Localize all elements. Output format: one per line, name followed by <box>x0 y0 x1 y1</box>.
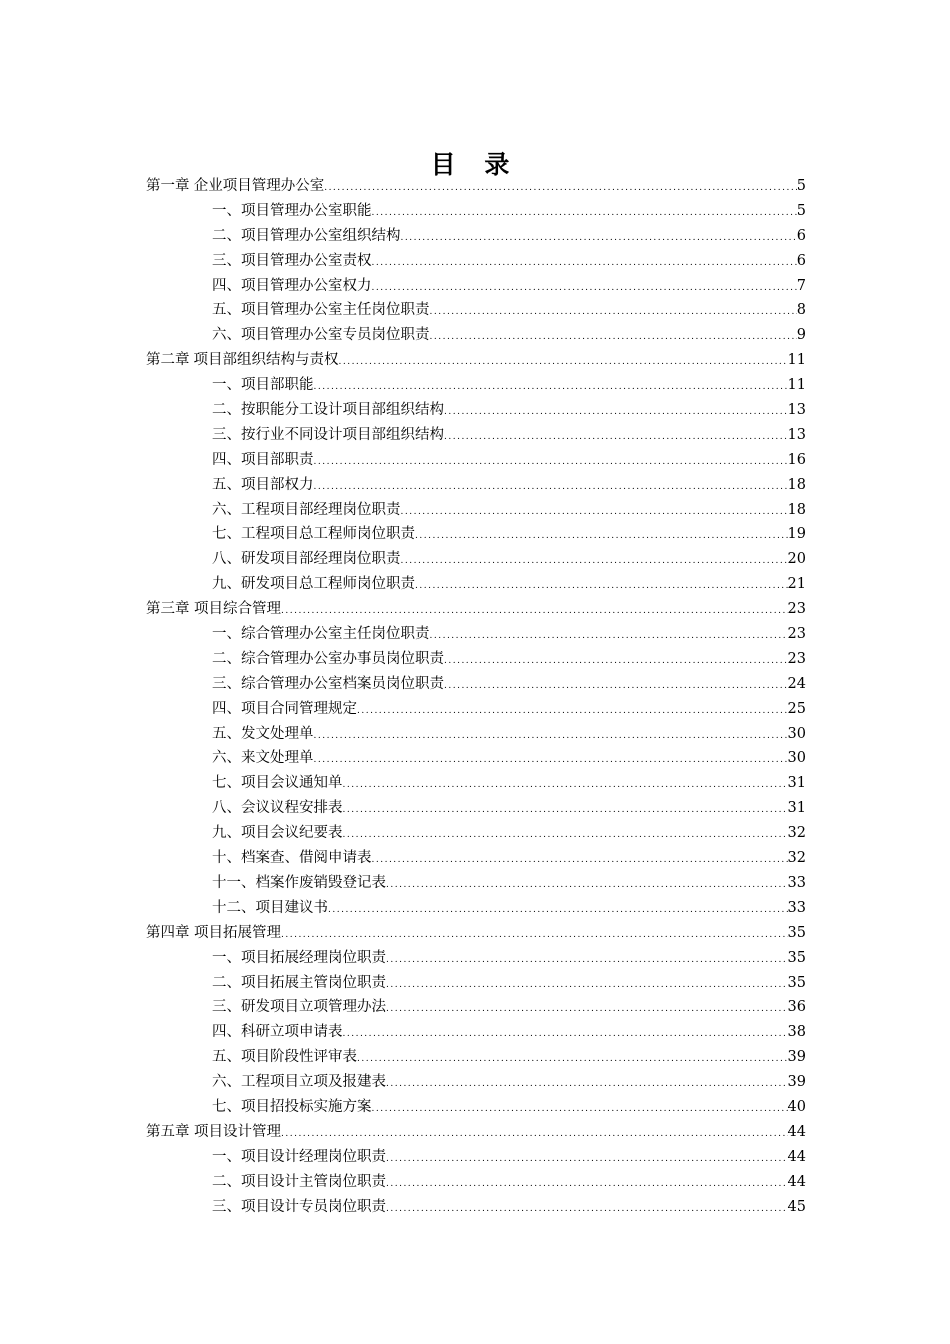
toc-dot-leader <box>372 276 797 301</box>
toc-page-number: 35 <box>787 924 806 941</box>
toc-dot-leader <box>415 524 788 549</box>
toc-page-number: 32 <box>787 850 806 867</box>
toc-page-number: 23 <box>787 601 806 618</box>
toc-dot-leader <box>430 325 797 350</box>
toc-entry-label: 七、工程项目总工程师岗位职责 <box>212 526 415 543</box>
toc-dot-leader <box>372 848 788 873</box>
toc-entry-label: 四、项目合同管理规定 <box>212 700 357 717</box>
toc-page-number: 11 <box>787 352 806 369</box>
toc-entry-label: 二、按职能分工设计项目部组织结构 <box>212 402 444 419</box>
toc-section-entry[interactable] <box>146 1020 806 1045</box>
toc-dot-leader <box>386 1197 788 1222</box>
toc-page-number: 44 <box>787 1123 806 1140</box>
toc-dot-leader <box>338 350 787 375</box>
toc-dot-leader <box>386 1172 788 1197</box>
toc-page-number: 7 <box>796 277 806 294</box>
toc-entry-label: 一、综合管理办公室主任岗位职责 <box>212 626 430 643</box>
toc-chapter-entry[interactable] <box>146 597 806 622</box>
toc-entry-label: 十一、档案作废销毁登记表 <box>212 874 386 891</box>
toc-section-entry[interactable] <box>146 995 806 1020</box>
toc-section-entry[interactable] <box>146 473 806 498</box>
toc-dot-leader <box>386 973 788 998</box>
toc-dot-leader <box>314 748 788 773</box>
toc-chapter-number: 第三章 <box>146 601 190 618</box>
toc-entry-label: 三、项目设计专员岗位职责 <box>212 1198 386 1215</box>
toc-section-entry[interactable] <box>146 796 806 821</box>
toc-entry-label: 五、项目管理办公室主任岗位职责 <box>212 302 430 319</box>
toc-dot-leader <box>328 898 788 923</box>
toc-section-entry[interactable] <box>146 722 806 747</box>
toc-entry-label: 一、项目设计经理岗位职责 <box>212 1148 386 1165</box>
toc-chapter-entry[interactable] <box>146 174 806 199</box>
toc-dot-leader <box>401 500 788 525</box>
toc-page-number: 21 <box>787 576 806 593</box>
toc-dot-leader <box>357 699 788 724</box>
toc-section-entry[interactable] <box>146 547 806 572</box>
toc-section-entry[interactable] <box>146 572 806 597</box>
toc-section-entry[interactable] <box>146 1095 806 1120</box>
toc-page-number: 30 <box>787 750 806 767</box>
toc-dot-leader <box>372 201 797 226</box>
toc-entry-label: 二、项目管理办公室组织结构 <box>212 227 401 244</box>
toc-section-entry[interactable] <box>146 274 806 299</box>
toc-section-entry[interactable] <box>146 1045 806 1070</box>
toc-entry-label: 一、项目部职能 <box>212 377 314 394</box>
toc-page-number: 5 <box>796 178 806 194</box>
toc-dot-leader <box>386 948 788 973</box>
toc-page-number: 33 <box>787 874 806 891</box>
toc-entry-label: 七、项目会议通知单 <box>212 775 343 792</box>
toc-section-entry[interactable] <box>146 971 806 996</box>
toc-section-entry[interactable] <box>146 647 806 672</box>
toc-entry-label: 八、研发项目部经理岗位职责 <box>212 551 401 568</box>
toc-chapter-entry[interactable] <box>146 348 806 373</box>
toc-section-entry[interactable] <box>146 522 806 547</box>
toc-chapter-entry[interactable] <box>146 921 806 946</box>
toc-chapter-number: 第五章 <box>146 1123 190 1140</box>
toc-page-number: 20 <box>787 551 806 568</box>
toc-section-entry[interactable] <box>146 1145 806 1170</box>
toc-dot-leader <box>386 873 788 898</box>
toc-section-entry[interactable] <box>146 846 806 871</box>
toc-entry-label: 四、项目部职责 <box>212 451 314 468</box>
toc-section-entry[interactable] <box>146 821 806 846</box>
toc-entry-label: 项目设计管理 <box>194 1123 281 1140</box>
toc-section-entry[interactable] <box>146 871 806 896</box>
toc-section-entry[interactable] <box>146 323 806 348</box>
toc-dot-leader <box>357 1047 788 1072</box>
toc-page-number: 31 <box>787 775 806 792</box>
toc-page-number: 24 <box>787 675 806 692</box>
toc-entry-label: 一、项目拓展经理岗位职责 <box>212 949 386 966</box>
toc-section-entry[interactable] <box>146 672 806 697</box>
toc-entry-label: 十二、项目建议书 <box>212 899 328 916</box>
toc-page-number: 23 <box>787 626 806 643</box>
toc-dot-leader <box>386 1072 788 1097</box>
toc-dot-leader <box>401 226 797 251</box>
toc-entry-label: 四、科研立项申请表 <box>212 1024 343 1041</box>
toc-page-number: 6 <box>796 227 806 244</box>
toc-page-number: 6 <box>796 252 806 269</box>
toc-page-number: 35 <box>787 949 806 966</box>
toc-page-number: 39 <box>787 1049 806 1066</box>
toc-dot-leader <box>314 724 788 749</box>
table-of-contents <box>146 174 806 1219</box>
toc-page-number: 9 <box>796 327 806 344</box>
toc-page-number: 31 <box>787 800 806 817</box>
toc-dot-leader <box>386 997 788 1022</box>
toc-entry-label: 三、项目管理办公室责权 <box>212 252 372 269</box>
toc-entry-label: 二、项目拓展主管岗位职责 <box>212 974 386 991</box>
toc-entry-label: 九、研发项目总工程师岗位职责 <box>212 576 415 593</box>
toc-page-number: 38 <box>787 1024 806 1041</box>
toc-entry-label: 二、综合管理办公室办事员岗位职责 <box>212 650 444 667</box>
toc-dot-leader <box>401 549 788 574</box>
toc-dot-leader <box>444 400 788 425</box>
toc-entry-label: 项目拓展管理 <box>194 924 281 941</box>
toc-dot-leader <box>314 450 788 475</box>
toc-section-entry[interactable] <box>146 224 806 249</box>
toc-section-entry[interactable] <box>146 896 806 921</box>
toc-section-entry[interactable] <box>146 697 806 722</box>
toc-dot-leader <box>444 425 788 450</box>
toc-dot-leader <box>314 475 788 500</box>
toc-page-number: 32 <box>787 825 806 842</box>
toc-entry-label: 七、项目招投标实施方案 <box>212 1098 372 1115</box>
toc-entry-label: 四、项目管理办公室权力 <box>212 277 372 294</box>
toc-page-number: 13 <box>787 402 806 419</box>
toc-section-entry[interactable] <box>146 423 806 448</box>
toc-entry-label: 十、档案查、借阅申请表 <box>212 850 372 867</box>
toc-entry-label: 二、项目设计主管岗位职责 <box>212 1173 386 1190</box>
toc-page-number: 18 <box>787 476 806 493</box>
toc-dot-leader <box>281 599 788 624</box>
toc-entry-label: 五、项目部权力 <box>212 476 314 493</box>
toc-page-number: 39 <box>787 1074 806 1091</box>
toc-dot-leader <box>386 1147 788 1172</box>
toc-section-entry[interactable] <box>146 199 806 224</box>
toc-entry-label: 企业项目管理办公室 <box>193 178 325 194</box>
toc-page-number: 5 <box>796 202 806 219</box>
toc-page-number: 45 <box>787 1198 806 1215</box>
toc-entry-label: 六、来文处理单 <box>212 750 314 767</box>
toc-section-entry[interactable] <box>146 622 806 647</box>
toc-page-number: 30 <box>787 725 806 742</box>
toc-entry-label: 六、工程项目部经理岗位职责 <box>212 501 401 518</box>
toc-entry-label: 三、研发项目立项管理办法 <box>212 999 386 1016</box>
toc-entry-label: 三、综合管理办公室档案员岗位职责 <box>212 675 444 692</box>
toc-page-number: 44 <box>787 1173 806 1190</box>
toc-entry-label: 三、按行业不同设计项目部组织结构 <box>212 426 444 443</box>
toc-page-number: 18 <box>787 501 806 518</box>
toc-page-number: 36 <box>787 999 806 1016</box>
toc-dot-leader <box>343 773 788 798</box>
toc-section-entry[interactable] <box>146 398 806 423</box>
toc-entry-label: 五、发文处理单 <box>212 725 314 742</box>
toc-dot-leader <box>430 624 788 649</box>
toc-page-number: 19 <box>787 526 806 543</box>
toc-page-number: 40 <box>787 1098 806 1115</box>
toc-page-number: 25 <box>787 700 806 717</box>
toc-dot-leader <box>430 300 797 325</box>
toc-section-entry[interactable] <box>146 298 806 323</box>
toc-dot-leader <box>372 1097 788 1122</box>
toc-chapter-number: 第四章 <box>146 924 190 941</box>
toc-entry-label: 项目综合管理 <box>194 601 281 618</box>
toc-title: 目 录 <box>430 149 520 179</box>
toc-page-number: 13 <box>787 426 806 443</box>
toc-dot-leader <box>343 798 788 823</box>
toc-chapter-number: 第一章 <box>146 178 190 194</box>
toc-dot-leader <box>343 823 788 848</box>
toc-section-entry[interactable] <box>146 771 806 796</box>
toc-section-entry[interactable] <box>146 1195 806 1220</box>
toc-entry-label: 九、项目会议纪要表 <box>212 825 343 842</box>
toc-entry-label: 项目部组织结构与责权 <box>193 352 339 369</box>
toc-dot-leader <box>372 251 797 276</box>
toc-entry-label: 八、会议议程安排表 <box>212 800 343 817</box>
toc-section-entry[interactable] <box>146 448 806 473</box>
toc-chapter-entry[interactable] <box>146 1120 806 1145</box>
toc-section-entry[interactable] <box>146 373 806 398</box>
toc-dot-leader <box>444 674 788 699</box>
toc-section-entry[interactable] <box>146 498 806 523</box>
toc-section-entry[interactable] <box>146 746 806 771</box>
toc-entry-label: 六、项目管理办公室专员岗位职责 <box>212 327 430 344</box>
toc-section-entry[interactable] <box>146 249 806 274</box>
toc-page-number: 16 <box>787 451 806 468</box>
toc-dot-leader <box>314 375 788 400</box>
toc-page-number: 8 <box>796 302 806 319</box>
toc-dot-leader <box>415 574 788 599</box>
toc-page-number: 44 <box>787 1148 806 1165</box>
toc-section-entry[interactable] <box>146 1070 806 1095</box>
toc-chapter-number: 第二章 <box>146 352 190 369</box>
toc-dot-leader <box>324 176 797 201</box>
toc-section-entry[interactable] <box>146 1170 806 1195</box>
toc-page-number: 35 <box>787 974 806 991</box>
toc-page-number: 23 <box>787 650 806 667</box>
toc-dot-leader <box>281 1122 788 1147</box>
toc-dot-leader <box>281 923 788 948</box>
toc-page-number: 11 <box>787 377 806 394</box>
toc-section-entry[interactable] <box>146 946 806 971</box>
toc-entry-label: 五、项目阶段性评审表 <box>212 1049 357 1066</box>
toc-entry-label: 六、工程项目立项及报建表 <box>212 1074 386 1091</box>
toc-page-number: 33 <box>787 899 806 916</box>
toc-entry-label: 一、项目管理办公室职能 <box>212 202 372 219</box>
toc-dot-leader <box>343 1022 788 1047</box>
toc-dot-leader <box>444 649 788 674</box>
